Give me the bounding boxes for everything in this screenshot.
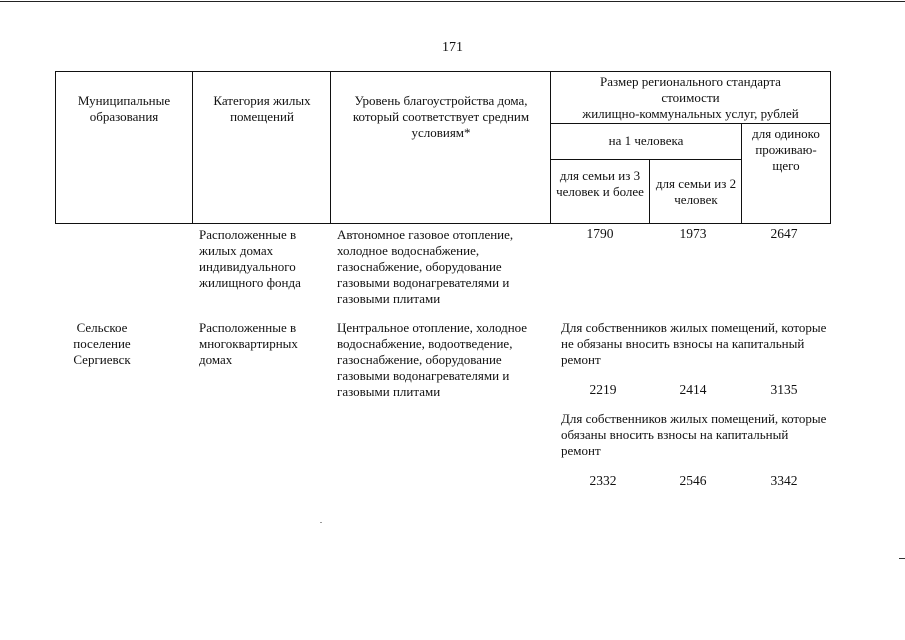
row2-a-value-family2: 2414	[679, 382, 707, 397]
per-person-divider	[550, 159, 741, 160]
top-border-line	[0, 1, 905, 2]
header-category: Категория жилых помещений	[213, 93, 311, 124]
row1-value-family2: 1973	[679, 226, 707, 241]
table-bottom-border	[55, 223, 831, 224]
table-top-border	[55, 71, 831, 72]
header-single: для одиноко проживаю-щего	[752, 126, 820, 173]
margin-mark	[899, 558, 905, 559]
col-divider-1	[192, 71, 193, 224]
row1-level: Автономное газовое отопление, холодное водоснабжение, газоснабжение, оборудование газовыми водонагревателями и газовыми плитами	[337, 227, 514, 306]
row1-value-single: 2647	[770, 226, 798, 241]
table-header	[55, 71, 831, 224]
row2-a-value-single: 3135	[770, 382, 798, 397]
col-divider-single	[741, 123, 742, 224]
page-number: 171	[442, 40, 463, 55]
header-size-line1: Размер регионального стандарта	[600, 74, 781, 89]
row2-level: Центральное отопление, холодное водоснабжение, водоотведение, газоснабжение, оборудование газовыми водонагревателями и газовыми плитами	[337, 320, 528, 399]
row2-municipality: Сельское поселение Сергиевск	[73, 320, 131, 367]
row2-note-no-capital-repair: Для собственников жилых помещений, которые не обязаны вносить взносы на капитальный ремонт	[561, 320, 827, 367]
col-divider-3	[550, 71, 551, 224]
header-size-line3: жилищно-коммунальных услуг, рублей	[582, 106, 799, 121]
row2-note-capital-repair: Для собственников жилых помещений, которые обязаны вносить взносы на капитальный ремонт	[561, 411, 827, 458]
row2-b-value-single: 3342	[770, 473, 798, 488]
header-per-person: на 1 человека	[608, 133, 684, 148]
row2-b-value-family3: 2332	[589, 473, 617, 488]
table-right-border	[830, 71, 831, 224]
row2-a-value-family3: 2219	[589, 382, 617, 397]
row2-category: Расположенные в многоквартирных домах	[199, 320, 298, 367]
row1-category: Расположенные в жилых домах индивидуального жилищного фонда	[199, 227, 301, 290]
scan-speck	[320, 522, 322, 523]
header-level: Уровень благоустройства дома, который соответствует средним условиям*	[352, 93, 530, 140]
row2-b-value-family2: 2546	[679, 473, 707, 488]
header-size-line2: стоимости	[661, 90, 720, 105]
size-group-divider	[550, 123, 831, 124]
col-divider-family	[649, 159, 650, 224]
header-family3: для семьи из 3 человек и более	[556, 168, 644, 199]
table-left-border	[55, 71, 56, 224]
header-municipality: Муниципальные образования	[77, 93, 171, 124]
header-family2: для семьи из 2 человек	[655, 176, 737, 207]
col-divider-2	[330, 71, 331, 224]
row1-value-family3: 1790	[586, 226, 614, 241]
